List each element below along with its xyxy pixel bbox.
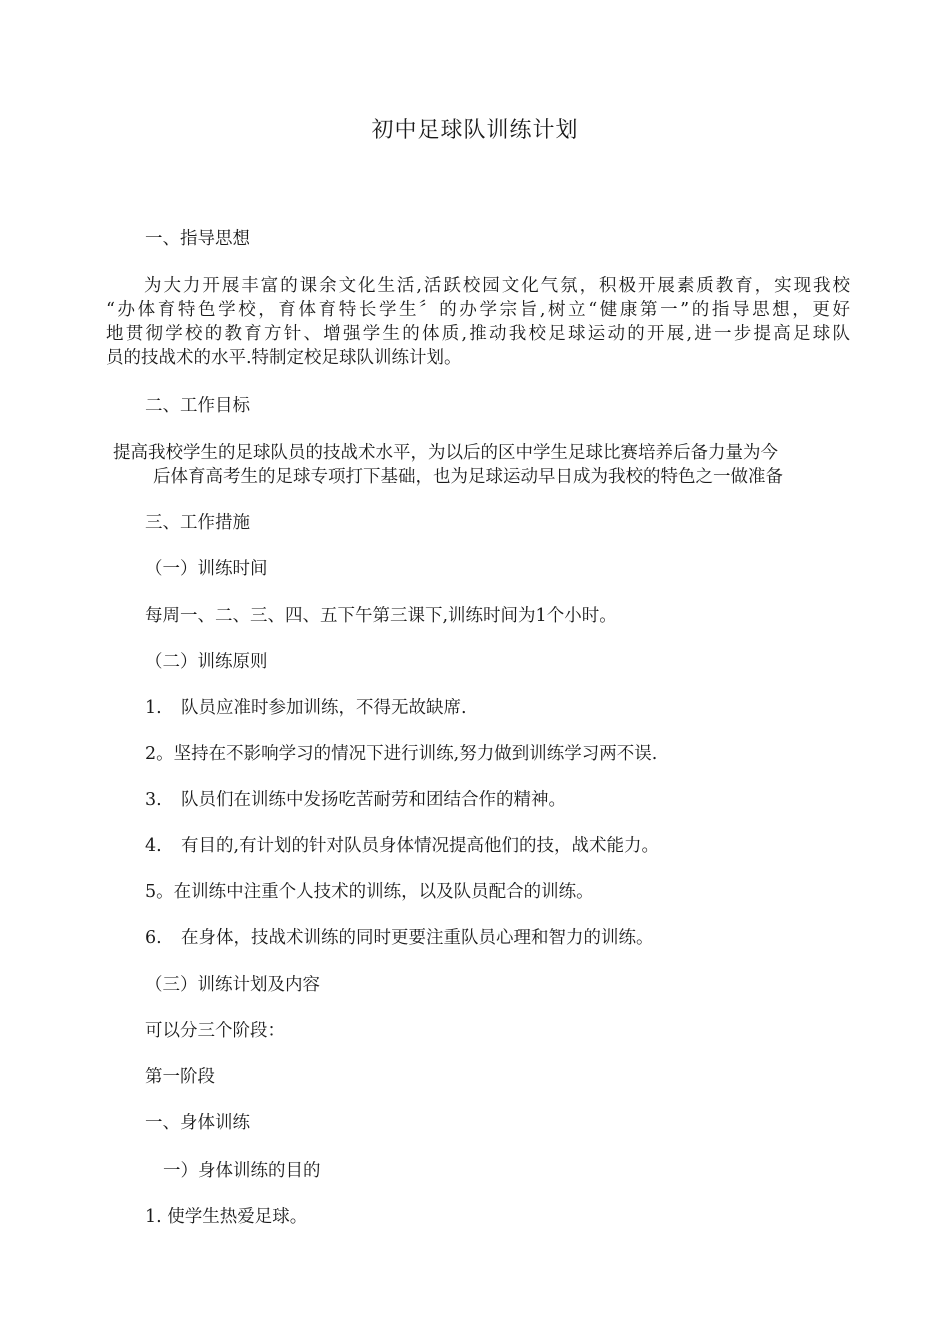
stage-1-part-1-subheading: 一）身体训练的目的 [163,1161,321,1181]
principle-number: 4. [145,836,162,856]
principle-text: 在身体，技战术训练的同时更要注重队员心理和智力的训练。 [181,928,654,948]
principle-number: 5。 [145,882,174,902]
principle-item [145,696,467,720]
principle-item [145,788,566,812]
section-1-heading: 一、指导思想 [145,229,250,249]
principle-text: 队员们在训练中发扬吃苦耐劳和团结合作的精神。 [181,790,566,810]
subsection-2-heading: （二）训练原则 [145,652,268,672]
principle-item [145,880,594,904]
stage-1-heading: 第一阶段 [145,1067,215,1087]
principle-text: 队员应准时参加训练，不得无故缺席. [181,698,467,718]
paragraph-line: “办体育特色学校，育体育特长学生〞的办学宗旨,树立“健康第一”的指导思想，更好 [106,300,850,320]
principle-text: 在训练中注重个人技术的训练，以及队员配合的训练。 [173,882,594,902]
section-2-line-1: 提高我校学生的足球队员的技战术水平，为以后的区中学生足球比赛培养后备力量为今 [113,443,778,463]
section-1-paragraph [106,274,850,370]
document-title: 初中足球队训练计划 [371,118,579,143]
principle-item [145,742,657,766]
section-3-heading: 三、工作措施 [145,513,250,533]
principle-number: 1. [145,698,162,718]
training-time-text: 每周一、二、三、四、五下午第三课下,训练时间为1个小时。 [145,606,617,626]
principle-text: 坚持在不影响学习的情况下进行训练,努力做到训练学习两不误. [173,744,658,764]
principle-number: 2。 [145,744,174,764]
subsection-1-heading: （一）训练时间 [145,559,268,579]
paragraph-line: 为大力开展丰富的课余文化生活,活跃校园文化气氛，积极开展素质教育，实现我校 [144,276,850,296]
principle-text: 有目的,有计划的针对队员身体情况提高他们的技，战术能力。 [181,836,660,856]
principle-item [145,834,659,858]
paragraph-line: 地贯彻学校的教育方针、增强学生的体质,推动我校足球运动的开展,进一步提高足球队 [106,324,850,344]
principle-number: 6. [145,928,162,948]
principle-number: 3. [145,790,162,810]
subsection-3-heading: （三）训练计划及内容 [145,975,320,995]
principle-item [145,926,654,950]
paragraph-line: 员的技战术的水平.特制定校足球队训练计划。 [106,348,462,368]
section-2-line-2: 后体育高考生的足球专项打下基础，也为足球运动早日成为我校的特色之一做准备 [153,467,783,487]
stage-1-item-1: 1. 使学生热爱足球。 [145,1207,308,1227]
stages-intro: 可以分三个阶段： [145,1021,285,1041]
stage-1-part-1-heading: 一、身体训练 [145,1113,250,1133]
section-2-heading: 二、工作目标 [145,396,250,416]
